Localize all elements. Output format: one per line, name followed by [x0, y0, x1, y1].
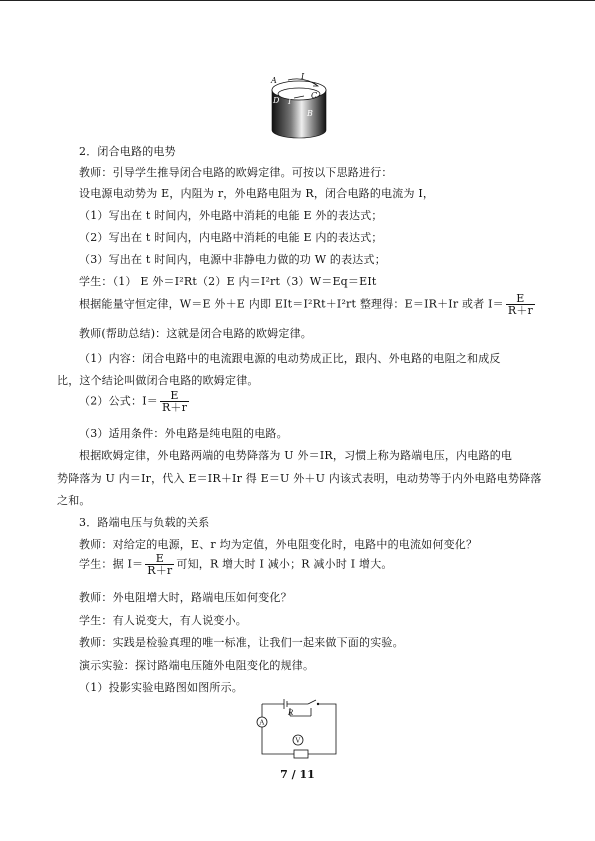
text-line-11: [79, 390, 191, 413]
label-r: R: [288, 709, 294, 717]
fraction-numerator: E: [160, 390, 189, 402]
text-line-7-text: 根据能量守恒定律，W＝E 外＋E 内即 EIt＝I²Rt＋I²rt 整理得：E＝IR＋Ir 或者 I＝: [79, 297, 504, 311]
text-line-16: 教师：对给定的电源，E、r 均为定值，外电阻变化时，电路中的电流如何变化？: [79, 538, 478, 551]
voltmeter-label: V: [295, 736, 301, 745]
text-line-17-pre: 学生：据 I＝: [79, 557, 144, 571]
text-line-13: 根据欧姆定律，外电路两端的电势降落为 U 外＝IR，习惯上称为路端电压，内电路的电: [79, 449, 513, 462]
page-number: 7 / 11: [280, 768, 315, 781]
text-line-3: （1）写出在 t 时间内，外电路中消耗的电能 E 外的表达式；: [79, 209, 383, 222]
label-b: B: [307, 109, 313, 118]
section-2-title: 2．闭合电路的电势: [79, 145, 176, 158]
ohm-law-fraction-1: [506, 293, 535, 316]
text-line-22: （1）投影实验电路图如图所示。: [79, 681, 243, 694]
label-current-inner: I: [288, 97, 292, 106]
text-line-17-post: 可知，R 增大时 I 减小；R 减小时 I 增大。: [176, 557, 393, 571]
fraction-denominator: R＋r: [161, 401, 188, 414]
battery-figure: [264, 72, 334, 142]
section-3-title: 3．路端电压与负载的关系: [79, 516, 210, 529]
ammeter-label: A: [259, 718, 265, 727]
fraction-numerator: E: [145, 553, 174, 565]
text-line-21: 演示实验：探讨路端电压随外电阻变化的规律。: [79, 659, 315, 672]
text-line-19: 学生：有人说变大，有人说变小。: [79, 614, 247, 627]
text-line-7: [79, 293, 537, 316]
text-line-17: [79, 553, 393, 576]
text-line-9: （1）内容：闭合电路中的电流跟电源的电动势成正比，跟内、外电路的电阻之和成反: [79, 352, 501, 365]
text-line-15: 之和。: [57, 494, 91, 507]
fraction-denominator: R＋r: [147, 564, 173, 577]
text-line-10: 比，这个结论叫做闭合电路的欧姆定律。: [57, 374, 259, 387]
label-d: D: [273, 96, 280, 105]
text-line-1: 教师：引导学生推导闭合电路的欧姆定律。可按以下思路进行：: [79, 166, 393, 179]
fraction-denominator: R＋r: [507, 304, 533, 317]
text-line-20: 教师：实践是检验真理的唯一标准，让我们一起来做下面的实验。: [79, 636, 404, 649]
text-line-2: 设电源电动势为 E，内阻为 r，外电路电阻为 R，闭合电路的电流为 I，: [79, 187, 435, 200]
label-a: A: [271, 76, 277, 85]
text-line-14: 势降落为 U 内＝Ir，代入 E＝IR＋Ir 得 E＝U 外＋U 内该式表明，电动势等于内外电路电势降落: [57, 472, 542, 485]
top-border-line: [0, 0, 595, 1]
fraction-numerator: E: [506, 293, 535, 305]
text-line-4: （2）写出在 t 时间内，内电路中消耗的电能 E 内的表达式；: [79, 231, 383, 244]
text-line-5: （3）写出在 t 时间内，电源中非静电力做的功 W 的表达式；: [79, 253, 386, 266]
text-line-8: 教师(帮助总结)：这就是闭合电路的欧姆定律。: [79, 327, 312, 340]
text-line-6: 学生：（1） E 外＝I²Rt（2）E 内＝I²rt（3）W＝Eq＝EIt: [79, 275, 377, 288]
text-line-18: 教师：外电阻增大时，路端电压如何变化？: [79, 591, 292, 604]
text-line-11-text: （2）公式：I＝: [79, 394, 158, 408]
circuit-diagram: [246, 696, 346, 762]
ohm-law-fraction-2: [160, 390, 189, 413]
text-line-12: （3）适用条件：外电路是纯电阻的电路。: [79, 427, 288, 440]
label-c: C: [311, 91, 318, 100]
label-current-top: I: [301, 72, 305, 81]
ohm-law-fraction-3: [145, 553, 174, 576]
